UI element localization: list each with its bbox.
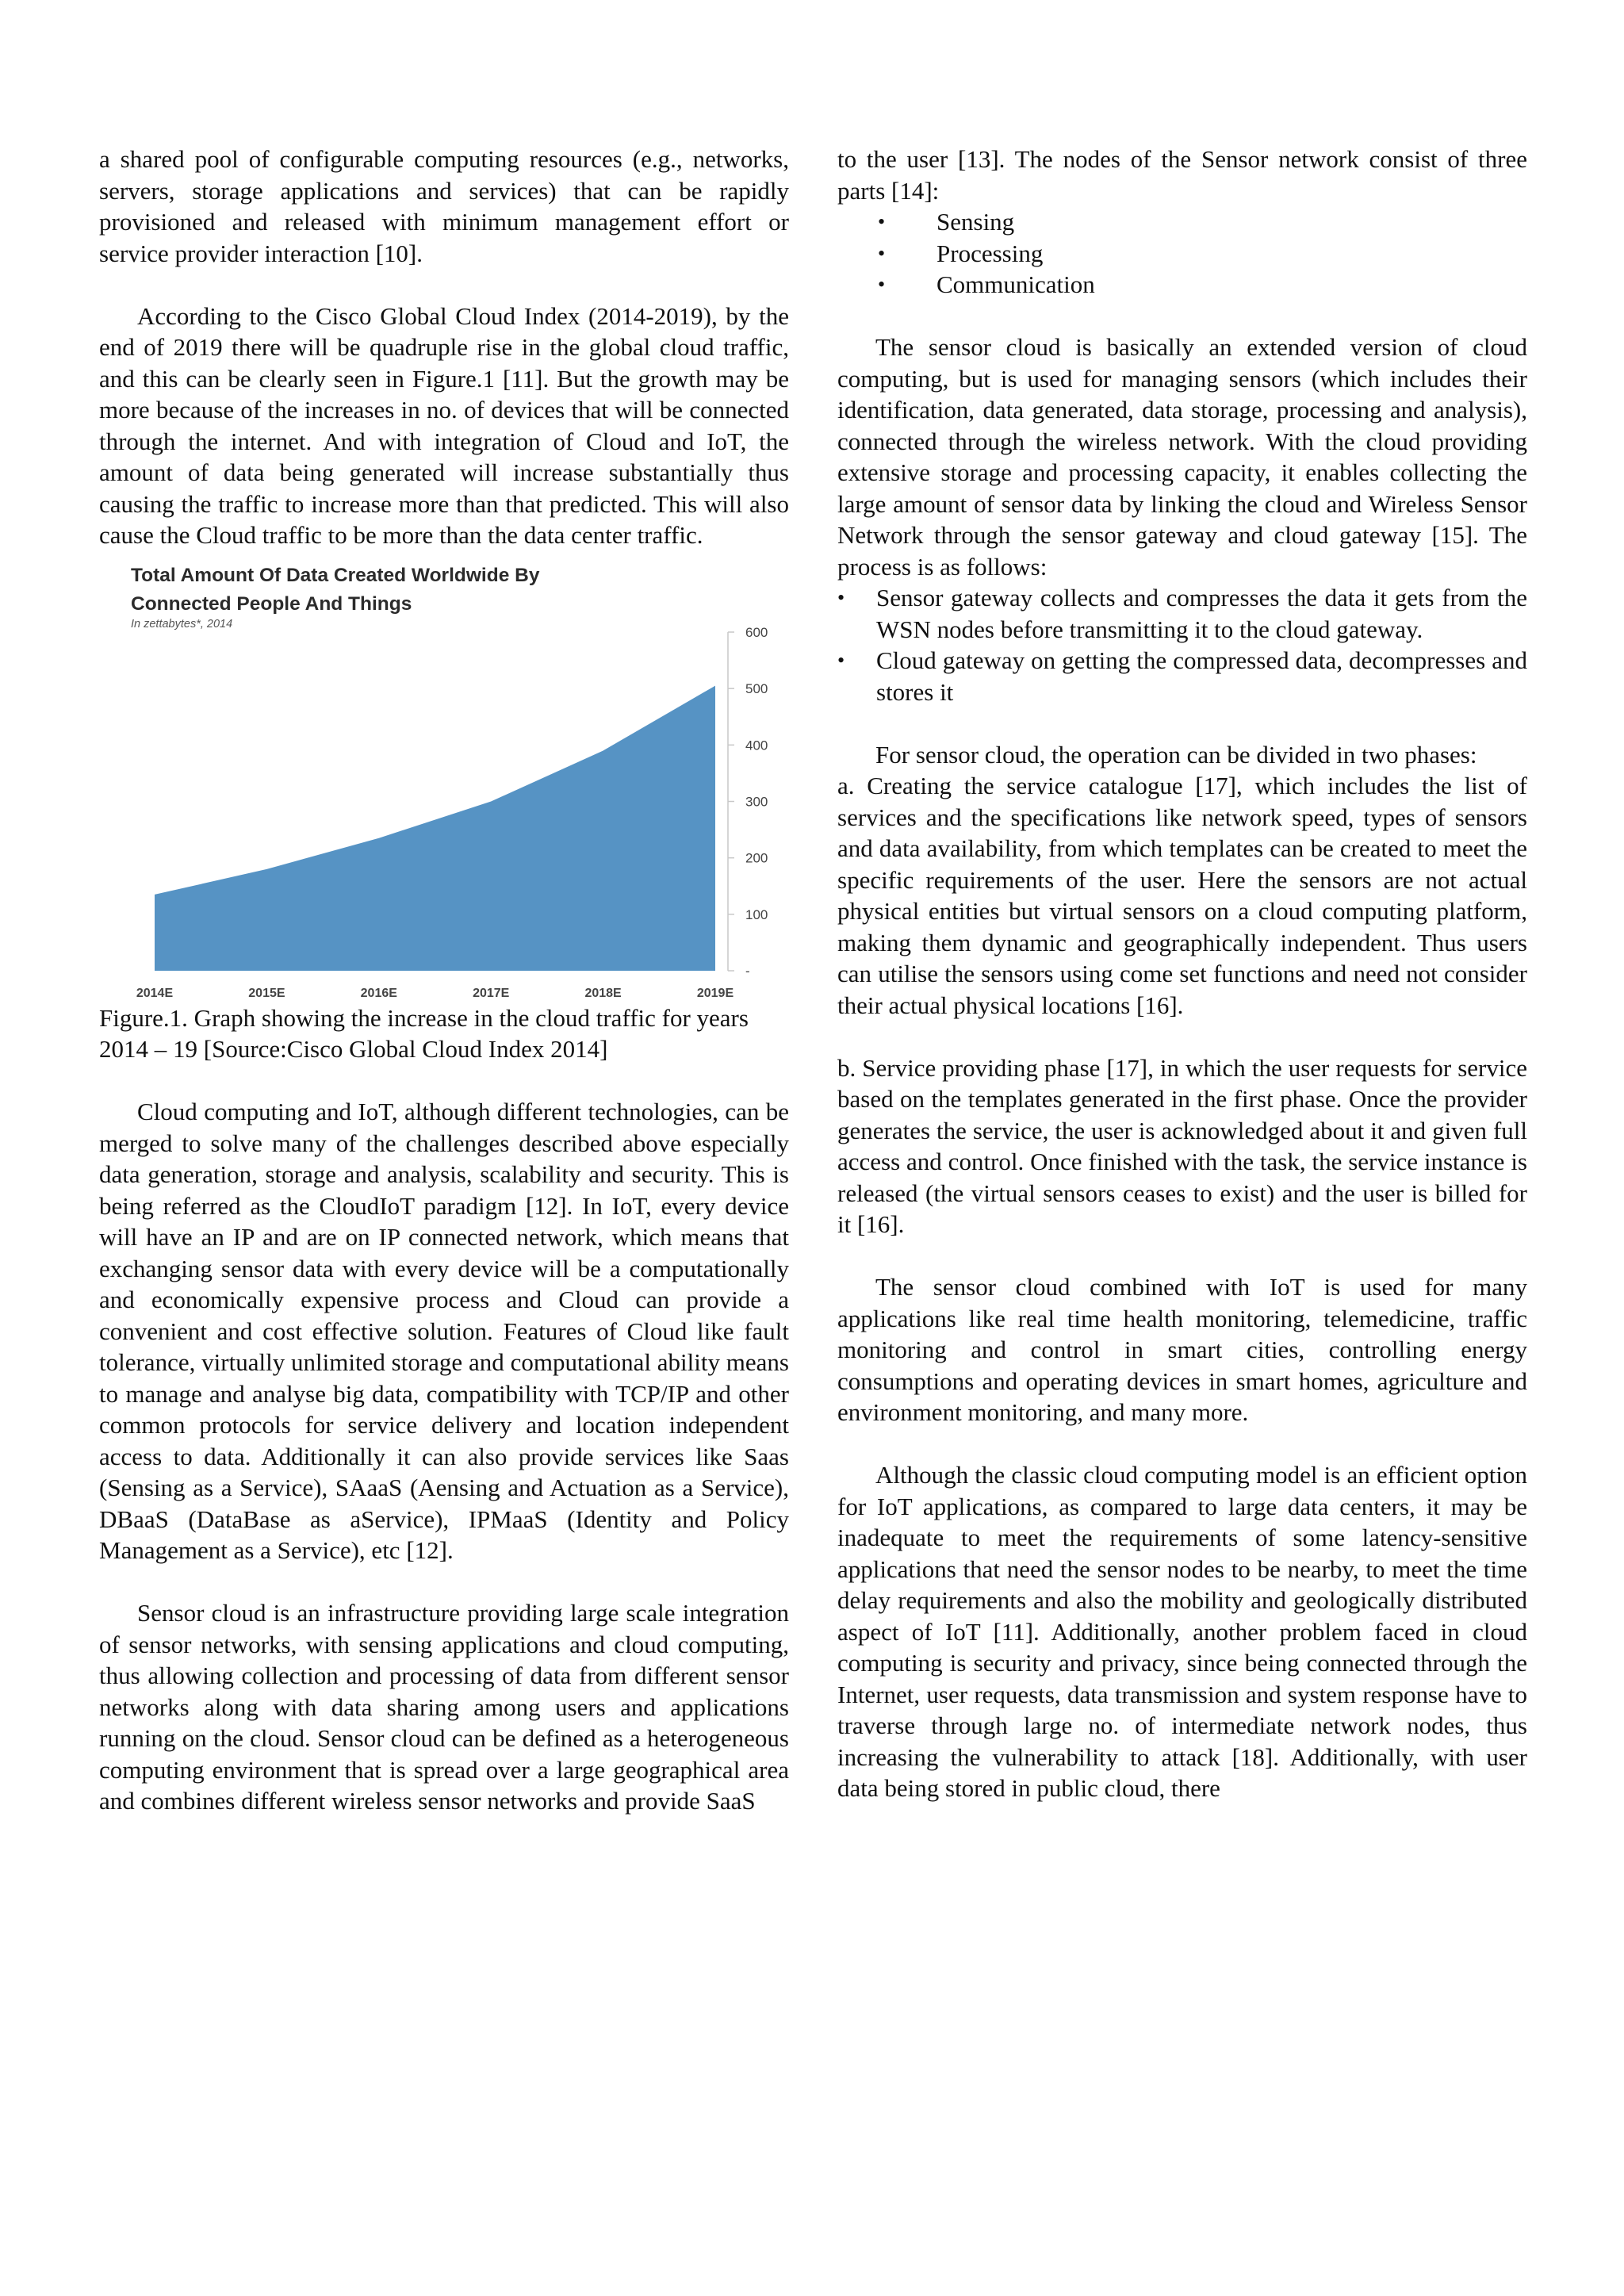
x-tick-label: 2017E	[473, 986, 510, 1000]
y-tick-label: 100	[745, 907, 768, 922]
process-list	[837, 582, 1527, 707]
area-chart	[99, 554, 789, 1002]
paragraph: Cloud computing and IoT, although different technologies, can be merged to solve many of the challenges described above especially data generation, storage and analysis, scalability and security. This is being referred as the CloudIoT paradigm [12]. In IoT, every device will have an IP and are on IP connected network, which means that exchanging sensor data with every device will be a computationally and economically expensive process and Cloud can provide a convenient and cost effective solution. Features of Cloud like fault tolerance, virtually unlimited storage and computational ability means to manage and analyse big data, compatibility with TCP/IP and other common protocols for service delivery and location independent access to data. Additionally it can also provide services like Saas (Sensing as a Service), SAaaS (Aensing and Actuation as a Service), DBaaS (DataBase as aService), IPMaaS (Identity and Policy Management as a Service), etc [12].	[99, 1098, 789, 1564]
x-tick-label: 2018E	[584, 986, 622, 1000]
y-tick-label: 500	[745, 680, 768, 696]
area-series	[155, 685, 715, 970]
chart-title-line-2: Connected People And Things	[131, 592, 412, 615]
paragraph: a. Creating the service catalogue [17], which includes the list of services and the specifications like network speed, types of sensors and data availability, from which templates can be created to meet the specific requirements of the user. Here the sensors are not actual physical entities but virtual sensors on a cloud computing platform, making them dynamic and geographically independent. Thus users can utilise the sensors using come set functions and need not consider their actual physical locations [16].	[837, 772, 1527, 1019]
paragraph: The sensor cloud combined with IoT is used for many applications like real time health monitoring, telemedicine, traffic monitoring and control in smart cities, controlling energy consumptions and operating devices in smart homes, agriculture and environment monitoring, and many more.	[837, 1273, 1527, 1426]
y-tick-label: 600	[745, 624, 768, 640]
x-tick-label: 2016E	[360, 986, 397, 1000]
chart-subtitle: In zettabytes*, 2014	[131, 617, 233, 631]
y-tick-label: 200	[745, 850, 768, 866]
left-column	[99, 144, 789, 1817]
paragraph: Sensor cloud is an infrastructure providing large scale integration of sensor networks, with sensing applications and cloud computing, thus allowing collection and processing of data from different sensor networks along with data sharing among users and applications running on the cloud. Sensor cloud can be defined as a heterogeneous computing environment that is spread over a large geographical area and combines different wireless sensor networks and provide SaaS	[99, 1599, 789, 1815]
paragraph: Although the classic cloud computing model is an efficient option for IoT applications, as compared to large data centers, it may be inadequate to meet the requirements of some latency-sensitive applications that need the sensor nodes to be nearby, to meet the time delay requirements and also the mobility and geologically distributed aspect of IoT [11]. Additionally, another problem faced in cloud computing is security and privacy, since being connected through the Internet, user requests, data transmission and system response have to traverse through large no. of intermediate network nodes, thus increasing the vulnerability to attack [18]. Additionally, with user data being stored in public cloud, there	[837, 1461, 1527, 1802]
right-column	[837, 144, 1527, 1804]
chart-title-line-1: Total Amount Of Data Created Worldwide By	[131, 564, 540, 586]
bullet-icon: •	[878, 273, 886, 296]
sensor-parts-list	[837, 206, 1527, 301]
bullet-icon: •	[837, 586, 845, 609]
paragraph: to the user [13]. The nodes of the Sensor network consist of three parts [14]:	[837, 145, 1527, 205]
figure-caption: Figure.1. Graph showing the increase in the cloud traffic for years 2014 – 19 [Source:Cisco Global Cloud Index 2014]	[99, 1003, 749, 1063]
paragraph: b. Service providing phase [17], in which the user requests for service based on the templates generated in the first phase. Once the provider generates the service, the user is acknowledged about it and given full access and control. Once finished with the task, the service instance is released (the virtual sensors ceases to exist) and the user is billed for it [16].	[837, 1053, 1527, 1238]
y-tick-label: -	[745, 963, 750, 979]
x-tick-label: 2014E	[136, 986, 174, 1000]
list-item: • Sensing	[837, 206, 1527, 238]
x-tick-label: 2015E	[248, 986, 285, 1000]
list-item: • Cloud gateway on getting the compressed data, decompresses and stores it	[837, 646, 1527, 706]
paragraph: For sensor cloud, the operation can be divided in two phases:	[875, 740, 1477, 769]
list-item: • Sensor gateway collects and compresses the data it gets from the WSN nodes before transmitting it to the cloud gateway.	[837, 584, 1527, 643]
paragraph: a shared pool of configurable computing resources (e.g., networks, servers, storage applications and services) that can be rapidly provisioned and released with minimum management effort or service provider interaction [10].	[99, 145, 789, 267]
x-tick-label: 2019E	[696, 986, 734, 1000]
list-item: • Communication	[837, 269, 1527, 301]
paragraph: The sensor cloud is basically an extended version of cloud computing, but is used for managing sensors (which includes their identification, data generated, data storage, processing and analysis), connected through the wireless network. With the cloud providing extensive storage and processing capacity, it enables collecting the large amount of sensor data by linking the cloud and Wireless Sensor Network through the sensor gateway and cloud gateway [15]. The process is as follows:	[837, 333, 1527, 581]
figure-1	[99, 554, 789, 1002]
paragraph: According to the Cisco Global Cloud Index (2014-2019), by the end of 2019 there will be quadruple rise in the global cloud traffic, and this can be clearly seen in Figure.1 [11]. But the growth may be more because of the increases in no. of devices that will be connected through the internet. And with integration of Cloud and IoT, the amount of data being generated will increase substantially thus causing the traffic to increase more than that predicted. This will also cause the Cloud traffic to be more than the data center traffic.	[99, 301, 789, 549]
y-tick-label: 300	[745, 794, 768, 809]
bullet-icon: •	[837, 649, 845, 672]
bullet-icon: •	[878, 241, 886, 265]
y-tick-label: 400	[745, 737, 768, 753]
bullet-icon: •	[878, 210, 886, 233]
list-item: • Processing	[837, 238, 1527, 270]
